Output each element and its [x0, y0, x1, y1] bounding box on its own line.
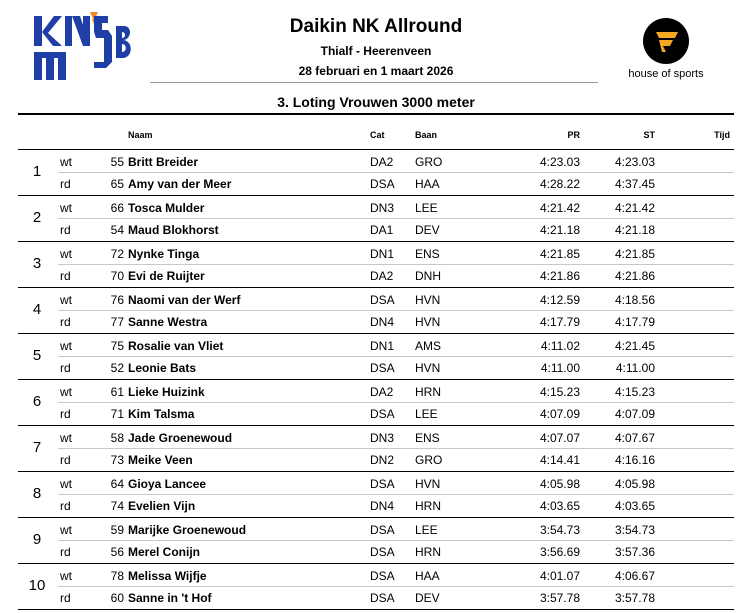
- pair-divider: [58, 586, 734, 587]
- lane: rd: [60, 361, 71, 375]
- skater-name: Evelien Vijn: [128, 499, 196, 513]
- skater-name: Marijke Groenewoud: [128, 523, 247, 537]
- start-number: 70: [110, 269, 124, 283]
- club: HRN: [415, 545, 441, 559]
- season-time: 3:57.78: [614, 591, 655, 605]
- pair-divider: [58, 172, 734, 173]
- title-divider: [150, 82, 598, 83]
- heat: [18, 288, 734, 334]
- start-number: 55: [110, 155, 124, 169]
- table-row: [18, 428, 734, 448]
- lane: rd: [60, 223, 71, 237]
- club: DEV: [415, 591, 440, 605]
- personal-record: 4:11.00: [540, 361, 580, 375]
- skater-name: Evi de Ruijter: [128, 269, 205, 283]
- pair-divider: [58, 356, 734, 357]
- personal-record: 3:54.73: [539, 523, 580, 537]
- skater-name: Melissa Wijfje: [128, 569, 207, 583]
- start-number: 58: [110, 431, 124, 445]
- season-time: 4:18.56: [614, 293, 655, 307]
- category: DSA: [370, 407, 395, 421]
- table-row: [18, 566, 734, 586]
- club: HAA: [415, 569, 440, 583]
- season-time: 4:23.03: [614, 155, 655, 169]
- table-row: [18, 290, 734, 310]
- club: HAA: [415, 177, 440, 191]
- pair-divider: [58, 402, 734, 403]
- heat: [18, 196, 734, 242]
- lane: wt: [60, 431, 72, 445]
- personal-record: 4:28.22: [539, 177, 580, 191]
- category: DN4: [370, 499, 395, 513]
- start-number: 73: [110, 453, 124, 467]
- table-row: [18, 474, 734, 494]
- skater-name: Lieke Huizink: [128, 385, 205, 399]
- skater-name: Sanne in 't Hof: [128, 591, 212, 605]
- start-number: 75: [110, 339, 124, 353]
- col-cat: Cat: [370, 130, 385, 140]
- season-time: 4:07.09: [614, 407, 655, 421]
- personal-record: 4:14.41: [539, 453, 580, 467]
- event-title: Daikin NK Allround: [289, 16, 463, 37]
- start-number: 74: [110, 499, 124, 513]
- heat-number: 8: [32, 485, 42, 502]
- club: HVN: [415, 315, 441, 329]
- start-number: 72: [110, 247, 124, 261]
- skater-name: Nynke Tinga: [128, 247, 200, 261]
- lane: rd: [60, 545, 71, 559]
- col-pr: PR: [567, 130, 580, 140]
- pair-divider: [58, 218, 734, 219]
- heat-number: 6: [32, 393, 42, 410]
- skater-name: Amy van der Meer: [128, 177, 232, 191]
- lane: wt: [60, 247, 72, 261]
- category: DA2: [370, 155, 394, 169]
- season-time: 4:21.86: [614, 269, 655, 283]
- category: DSA: [370, 591, 395, 605]
- table-row: [18, 174, 734, 194]
- season-time: 3:54.73: [614, 523, 655, 537]
- skater-name: Maud Blokhorst: [128, 223, 219, 237]
- heat: [18, 242, 734, 288]
- personal-record: 4:07.07: [539, 431, 580, 445]
- club: LEE: [415, 523, 438, 537]
- table-header: [18, 113, 734, 150]
- table-row: [18, 542, 734, 562]
- skater-name: Kim Talsma: [128, 407, 195, 421]
- personal-record: 4:23.03: [539, 155, 580, 169]
- category: DSA: [370, 545, 395, 559]
- pair-divider: [58, 264, 734, 265]
- pair-divider: [58, 310, 734, 311]
- table-row: [18, 520, 734, 540]
- lane: wt: [60, 569, 72, 583]
- season-time: 4:16.16: [614, 453, 655, 467]
- lane: rd: [60, 177, 71, 191]
- club: AMS: [415, 339, 442, 353]
- lane: rd: [60, 315, 71, 329]
- season-time: 4:05.98: [614, 477, 655, 491]
- club: LEE: [415, 407, 438, 421]
- lane: wt: [60, 201, 72, 215]
- lane: wt: [60, 339, 72, 353]
- category: DSA: [370, 293, 395, 307]
- club: HRN: [415, 385, 441, 399]
- col-club: Baan: [415, 130, 438, 140]
- skater-name: Naomi van der Werf: [128, 293, 241, 307]
- col-time: Tijd: [714, 130, 730, 140]
- personal-record: 4:12.59: [539, 293, 580, 307]
- heat: [18, 334, 734, 380]
- personal-record: 3:56.69: [539, 545, 580, 559]
- category: DSA: [370, 477, 395, 491]
- skater-name: Sanne Westra: [128, 315, 208, 329]
- lane: wt: [60, 293, 72, 307]
- house-of-sports-icon: [643, 18, 689, 64]
- season-time: 3:57.36: [614, 545, 655, 559]
- club: LEE: [415, 201, 438, 215]
- personal-record: 4:21.86: [539, 269, 580, 283]
- table-row: [18, 198, 734, 218]
- lane: rd: [60, 591, 71, 605]
- season-time: 4:06.67: [614, 569, 655, 583]
- season-time: 4:15.23: [614, 385, 655, 399]
- lane: rd: [60, 499, 71, 513]
- category: DN3: [370, 431, 395, 445]
- club: DEV: [415, 223, 440, 237]
- skater-name: Jade Groenewoud: [128, 431, 233, 445]
- skater-name: Meike Veen: [128, 453, 193, 467]
- heat-number: 4: [32, 301, 42, 318]
- col-name: Naam: [128, 130, 153, 140]
- start-number: 59: [110, 523, 124, 537]
- start-number: 61: [110, 385, 124, 399]
- table-row: [18, 152, 734, 172]
- category: DSA: [370, 569, 395, 583]
- lane: wt: [60, 523, 72, 537]
- section-title: 3. Loting Vrouwen 3000 meter: [277, 94, 475, 110]
- table-row: [18, 404, 734, 424]
- heat: [18, 380, 734, 426]
- start-number: 65: [110, 177, 124, 191]
- heat: [18, 518, 734, 564]
- heat-number: 10: [28, 577, 46, 594]
- personal-record: 4:05.98: [539, 477, 580, 491]
- table-row: [18, 244, 734, 264]
- skater-name: Rosalie van Vliet: [128, 339, 224, 353]
- heat: [18, 472, 734, 518]
- personal-record: 4:15.23: [539, 385, 580, 399]
- start-number: 78: [110, 569, 124, 583]
- heat-number: 3: [32, 255, 42, 272]
- personal-record: 4:21.85: [539, 247, 580, 261]
- personal-record: 4:11.02: [540, 339, 580, 353]
- start-number: 76: [110, 293, 124, 307]
- category: DSA: [370, 523, 395, 537]
- category: DA2: [370, 385, 394, 399]
- table-row: [18, 382, 734, 402]
- club: HRN: [415, 499, 441, 513]
- start-number: 77: [110, 315, 124, 329]
- col-st: ST: [643, 130, 655, 140]
- heat: [18, 564, 734, 610]
- draw-table: [18, 113, 734, 610]
- category: DN4: [370, 315, 395, 329]
- venue: Thialf - Heerenveen: [320, 44, 432, 58]
- table-row: [18, 336, 734, 356]
- lane: wt: [60, 385, 72, 399]
- club: HVN: [415, 293, 441, 307]
- heat-number: 9: [32, 531, 42, 548]
- lane: rd: [60, 269, 71, 283]
- category: DA2: [370, 269, 394, 283]
- club: HVN: [415, 477, 441, 491]
- table-row: [18, 588, 734, 608]
- table-row: [18, 220, 734, 240]
- personal-record: 4:07.09: [539, 407, 580, 421]
- personal-record: 3:57.78: [539, 591, 580, 605]
- table-row: [18, 358, 734, 378]
- heat-number: 2: [32, 209, 42, 226]
- heat: [18, 150, 734, 196]
- table-row: [18, 266, 734, 286]
- club: DNH: [415, 269, 441, 283]
- category: DN2: [370, 453, 395, 467]
- season-time: 4:17.79: [614, 315, 655, 329]
- heats-container: [18, 150, 734, 610]
- table-row: [18, 312, 734, 332]
- season-time: 4:21.45: [614, 339, 655, 353]
- season-time: 4:11.00: [615, 361, 655, 375]
- personal-record: 4:03.65: [539, 499, 580, 513]
- pair-divider: [58, 448, 734, 449]
- category: DN1: [370, 247, 395, 261]
- category: DA1: [370, 223, 394, 237]
- personal-record: 4:01.07: [539, 569, 580, 583]
- event-dates: 28 februari en 1 maart 2026: [298, 64, 454, 78]
- house-of-sports-logo: [620, 18, 712, 84]
- start-number: 60: [110, 591, 124, 605]
- category: DN1: [370, 339, 395, 353]
- sponsor-label: house of sports: [628, 68, 704, 80]
- skater-name: Gioya Lancee: [128, 477, 207, 491]
- season-time: 4:21.85: [614, 247, 655, 261]
- start-number: 56: [110, 545, 124, 559]
- club: GRO: [415, 453, 443, 467]
- club: ENS: [415, 247, 440, 261]
- personal-record: 4:21.18: [539, 223, 580, 237]
- pair-divider: [58, 540, 734, 541]
- category: DSA: [370, 361, 395, 375]
- personal-record: 4:21.42: [539, 201, 580, 215]
- start-number: 66: [110, 201, 124, 215]
- start-number: 64: [110, 477, 124, 491]
- category: DSA: [370, 177, 395, 191]
- lane: wt: [60, 155, 72, 169]
- club: HVN: [415, 361, 441, 375]
- heat: [18, 426, 734, 472]
- lane: rd: [60, 407, 71, 421]
- skater-name: Britt Breider: [128, 155, 199, 169]
- table-row: [18, 496, 734, 516]
- table-row: [18, 450, 734, 470]
- season-time: 4:03.65: [614, 499, 655, 513]
- club: ENS: [415, 431, 440, 445]
- season-time: 4:07.67: [614, 431, 655, 445]
- season-time: 4:21.18: [614, 223, 655, 237]
- heat-number: 5: [32, 347, 42, 364]
- start-number: 52: [110, 361, 124, 375]
- start-number: 71: [110, 407, 124, 421]
- heat-number: 7: [32, 439, 42, 456]
- start-number: 54: [110, 223, 124, 237]
- category: DN3: [370, 201, 395, 215]
- skater-name: Leonie Bats: [128, 361, 197, 375]
- lane: wt: [60, 477, 72, 491]
- season-time: 4:37.45: [614, 177, 655, 191]
- skater-name: Merel Conijn: [128, 545, 201, 559]
- heat-number: 1: [32, 163, 42, 180]
- lane: rd: [60, 453, 71, 467]
- personal-record: 4:17.79: [539, 315, 580, 329]
- skater-name: Tosca Mulder: [128, 201, 205, 215]
- pair-divider: [58, 494, 734, 495]
- season-time: 4:21.42: [614, 201, 655, 215]
- club: GRO: [415, 155, 443, 169]
